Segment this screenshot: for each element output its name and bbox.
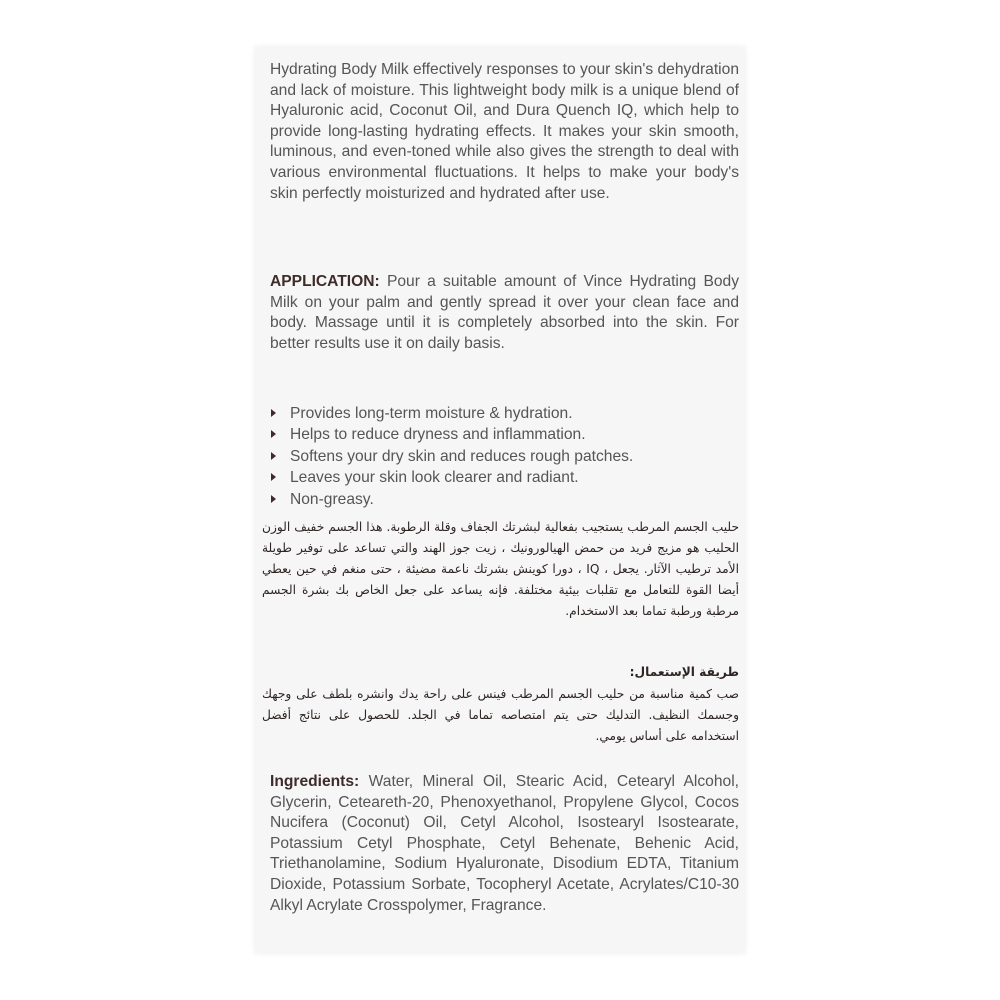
product-description: Hydrating Body Milk effectively responses to your skin's dehydration and lack of moisture. This lightweight body milk is a unique blend of Hyaluronic acid, Coconut Oil, and Dura Quench IQ, which help to provide long-lasting hydrating effects. It makes your skin smooth, luminous, and even-toned while also gives the strength to deal with various environmental fluctuations. It helps to make your body's skin perfectly moisturized and hydrated after use. [270,61,739,202]
list-item [270,446,739,467]
triangle-right-icon [271,495,276,503]
arabic-application-text: صب كمية مناسبة من حليب الجسم المرطب فينس على راحة يدك وانشره بلطف على وجهك وجسمك النظيف. التدليك حتى يتم امتصاصه تماما في الجلد. للحصول على نتائج أفضل استخدامه على أساس يومي. [262,687,739,743]
application-section [270,272,739,354]
ingredients-section [270,772,739,916]
ingredients-text: Water, Mineral Oil, Stearic Acid, Cetearyl Alcohol, Glycerin, Ceteareth-20, Phenoxyethanol, Propylene Glycol, Cocos Nucifera (Coconut) Oil, Cetyl Alcohol, Isostearyl Isostearate, Potassium Cetyl Phosphate, Cetyl Behenate, Behenic Acid, Triethanolamine, Sodium Hyaluronate, Disodium EDTA, Titanium Dioxide, Potassium Sorbate, Tocopheryl Acetate, Acrylates/C10-30 Alkyl Acrylate Crosspolymer, Fragrance. [270,773,739,914]
ingredients-label: Ingredients: [270,773,360,790]
triangle-right-icon [271,430,276,438]
benefit-text: Softens your dry skin and reduces rough patches. [290,447,634,465]
triangle-right-icon [271,409,276,417]
list-item [270,489,739,510]
benefit-text: Leaves your skin look clearer and radiant. [290,469,579,487]
list-item [270,424,739,445]
triangle-right-icon [271,452,276,460]
application-label: APPLICATION: [270,273,380,290]
benefit-text: Non-greasy. [290,490,374,508]
benefit-text: Helps to reduce dryness and inflammation. [290,426,586,444]
list-item [270,403,739,424]
benefit-text: Provides long-term moisture & hydration. [290,405,573,422]
triangle-right-icon [271,473,276,481]
list-item [270,467,739,488]
arabic-description: حليب الجسم المرطب يستجيب بفعالية لبشرتك الجفاف وقلة الرطوبة. هذا الجسم خفيف الوزن الحليب هو مزيج فريد من حمض الهيالورونيك ، زيت جوز الهند والتي تساعد على توفير طويلة الأمد ترطيب الآثار. يجعل ، IQ ، دورا كوينش بشرتك ناعمة مضيئة ، حتى منغم في حين يعطي أيضا القوة للتعامل مع تقلبات بيئية مختلفة. فإنه يساعد على جعل الخاص بك بشرة الجسم مرطبة ورطبة تماما بعد الاستخدام. [262,520,739,618]
benefits-list [270,403,739,510]
arabic-application-label: طريقة الإستعمال: [629,665,739,679]
application-text: Pour a suitable amount of Vince Hydrating Body Milk on your palm and gently spread it over your clean face and body. Massage until it is completely absorbed into the skin. For better results use it on daily basis. [270,273,739,352]
